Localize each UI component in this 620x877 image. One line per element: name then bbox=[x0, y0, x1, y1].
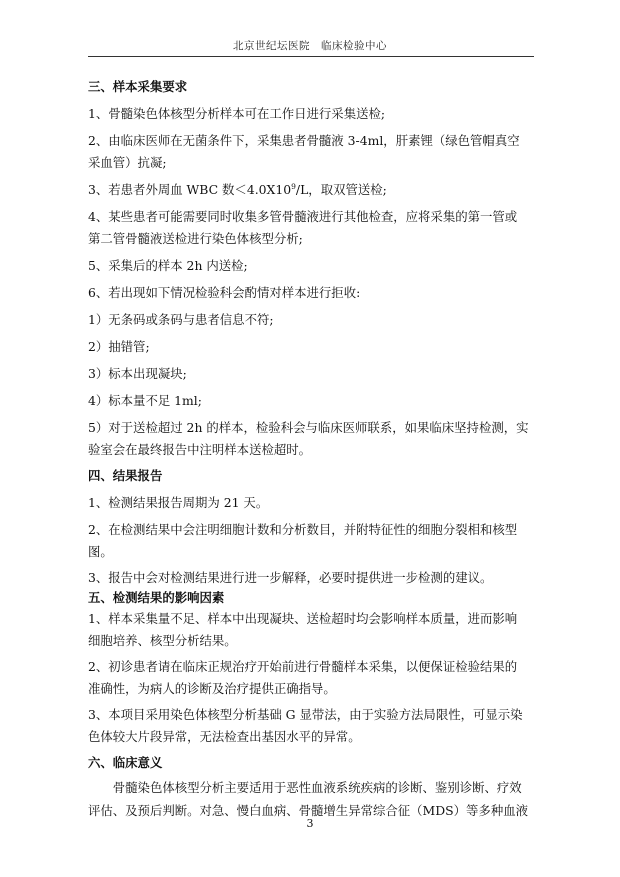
reject-item-3: 3）标本出现凝块; bbox=[88, 366, 187, 381]
s4-item-2-line1: 2、在检测结果中会注明细胞计数和分析数目，并附特征性的细胞分裂相和核型 bbox=[88, 522, 518, 537]
s3-item-4-line1: 4、某些患者可能需要同时收集多管骨髓液进行其他检查，应将采集的第一管或 bbox=[88, 209, 518, 224]
document-body bbox=[88, 66, 536, 819]
s3-item-1: 1、骨髓染色体核型分析样本可在工作日进行采集送检; bbox=[88, 106, 386, 121]
s5-item-3-line2: 色体较大片段异常，无法检查出基因水平的异常。 bbox=[88, 729, 361, 744]
header-rule bbox=[88, 56, 534, 57]
section-3-title: 三、样本采集要求 bbox=[88, 79, 188, 94]
s5-item-2-line2: 准确性，为病人的诊断及治疗提供正确指导。 bbox=[88, 681, 336, 696]
s3-item-3-exponent: 9 bbox=[291, 181, 296, 191]
page-number: 3 bbox=[306, 817, 314, 830]
reject-item-5-line2: 验室会在最终报告中注明样本送检超时。 bbox=[88, 442, 312, 457]
s3-item-3-text: 3、若患者外周血 WBC 数＜4.0X10 bbox=[88, 182, 292, 197]
s3-item-5: 5、采集后的样本 2h 内送检; bbox=[88, 258, 248, 273]
reject-item-4: 4）标本量不足 1ml; bbox=[88, 393, 202, 408]
s3-item-3-unit: /L，取双管送检; bbox=[295, 182, 387, 197]
reject-item-2: 2）抽错管; bbox=[88, 339, 150, 354]
section-5-title: 五、检测结果的影响因素 bbox=[88, 590, 225, 605]
s4-item-3: 3、报告中会对检测结果进行进一步解释，必要时提供进一步检测的建议。 bbox=[88, 570, 493, 585]
s6-para-line2: 评估、及预后判断。对急、慢白血病、骨髓增生异常综合征（MDS）等多种血液 bbox=[88, 803, 528, 818]
section-4-title: 四、结果报告 bbox=[88, 468, 163, 483]
s5-item-3-line1: 3、本项目采用染色体核型分析基础 G 显带法，由于实验方法局限性，可显示染 bbox=[88, 707, 523, 722]
s3-item-3 bbox=[88, 181, 536, 198]
s3-item-2-line2: 采血管）抗凝; bbox=[88, 155, 167, 170]
s6-para-line1: 骨髓染色体核型分析主要适用于恶性血液系统疾病的诊断、鉴别诊断、疗效 bbox=[88, 780, 522, 795]
s3-item-6: 6、若出现如下情况检验科会酌情对样本进行拒收: bbox=[88, 285, 361, 300]
reject-item-5-line1: 5）对于送检超过 2h 的样本，检验科会与临床医师联系，如果临床坚持检测，实 bbox=[88, 420, 529, 435]
page-header: 北京世纪坛医院 临床检验中心 bbox=[233, 40, 387, 52]
s4-item-1: 1、检测结果报告周期为 21 天。 bbox=[88, 495, 269, 510]
section-6-title: 六、临床意义 bbox=[88, 755, 163, 770]
s5-item-1-line2: 细胞培养、核型分析结果。 bbox=[88, 633, 237, 648]
s3-item-4-line2: 第二管骨髓液送检进行染色体核型分析; bbox=[88, 231, 303, 246]
s4-item-2-line2: 图。 bbox=[88, 544, 113, 559]
reject-item-1: 1）无条码或条码与患者信息不符; bbox=[88, 312, 274, 327]
s3-item-2-line1: 2、由临床医师在无菌条件下，采集患者骨髓液 3-4ml，肝素锂（绿色管帽真空 bbox=[88, 133, 520, 148]
s5-item-1-line1: 1、样本采集量不足、样本中出现凝块、送检超时均会影响样本质量，进而影响 bbox=[88, 611, 518, 626]
s5-item-2-line1: 2、初诊患者请在临床正规治疗开始前进行骨髓样本采集，以便保证检验结果的 bbox=[88, 659, 518, 674]
